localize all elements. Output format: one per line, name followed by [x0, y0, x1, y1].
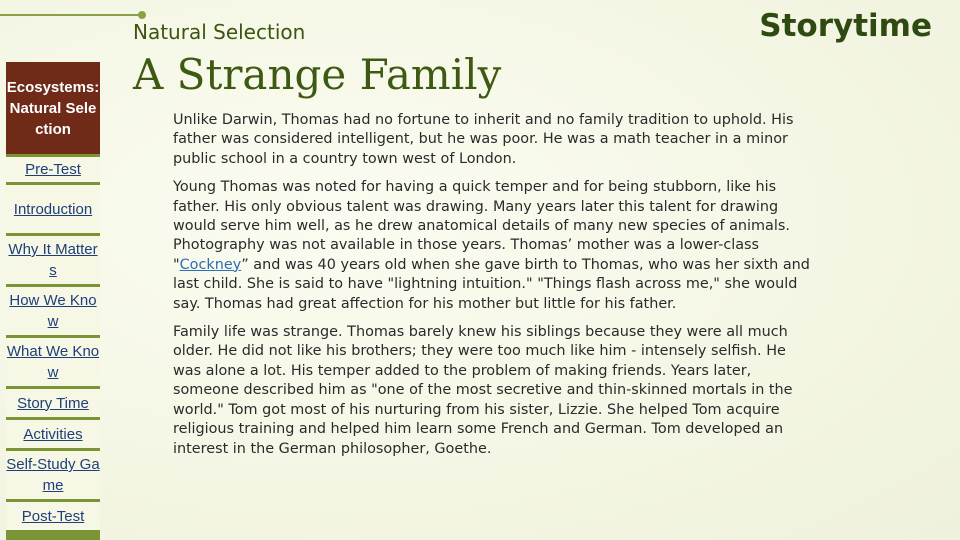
sidebar-nav	[6, 62, 100, 540]
sidebar-item-how-we-know[interactable]: How We Know	[6, 287, 100, 335]
page-title: A Strange Family	[133, 50, 502, 99]
top-accent-dot	[138, 11, 146, 19]
sidebar-item-introduction[interactable]: Introduction	[6, 185, 100, 233]
paragraph-2-part-b: ” and was 40 years old when she gave birth to Thomas, who was her sixth and last child. She is said to have "lightning intuition." "Things flash across me," she would say. Thomas had great affection for his mother but little for his father.	[173, 256, 810, 312]
brand-title: Storytime	[759, 8, 932, 44]
section-title: Natural Selection	[133, 20, 306, 44]
paragraph-1: Unlike Darwin, Thomas had no fortune to inherit and no family tradition to uphold. His father was considered intelligent, but he was poor. He was a math teacher in a minor public school in a country town west of London.	[173, 112, 794, 167]
story-content	[173, 111, 813, 468]
sidebar-item-pre-test[interactable]: Pre-Test	[6, 157, 100, 182]
sidebar-item-story-time[interactable]: Story Time	[6, 389, 100, 417]
paragraph-2-part-a: Young Thomas was noted for having a quick temper and for being stubborn, like his father. His only obvious talent was drawing. Many years later this talent for drawing would serve him well, as he drew anatomical details of many new species of animals. Photography was not available in those years. Thomas’ mother was a lower-class "	[173, 179, 790, 273]
sidebar-item-self-study-game[interactable]: Self-Study Game	[6, 451, 100, 499]
sidebar-item-post-test[interactable]: Post-Test	[6, 502, 100, 530]
sidebar-title: Ecosystems: Natural Selection	[6, 62, 100, 154]
paragraph-2	[173, 178, 813, 314]
sidebar-item-activities[interactable]: Activities	[6, 420, 100, 448]
top-accent-line	[0, 14, 140, 16]
sidebar-item-why-it-matters[interactable]: Why It Matters	[6, 236, 100, 284]
paragraph-3: Family life was strange. Thomas barely knew his siblings because they were all much older. He did not like his brothers; they were too much like him - intensely selfish. He was alone a lot. His temper added to the problem of making friends. Years later, someone described him as "one of the most secretive and thin-skinned mortals in the world." Tom got most of his nurturing from his sister, Lizzie. She helped Tom acquire religious training and helped him learn some French and German. Tom developed an interest in the German philosopher, Goethe.	[173, 324, 793, 457]
sidebar-item-what-we-know[interactable]: What We Know	[6, 338, 100, 386]
cockney-link[interactable]: Cockney	[179, 256, 242, 273]
